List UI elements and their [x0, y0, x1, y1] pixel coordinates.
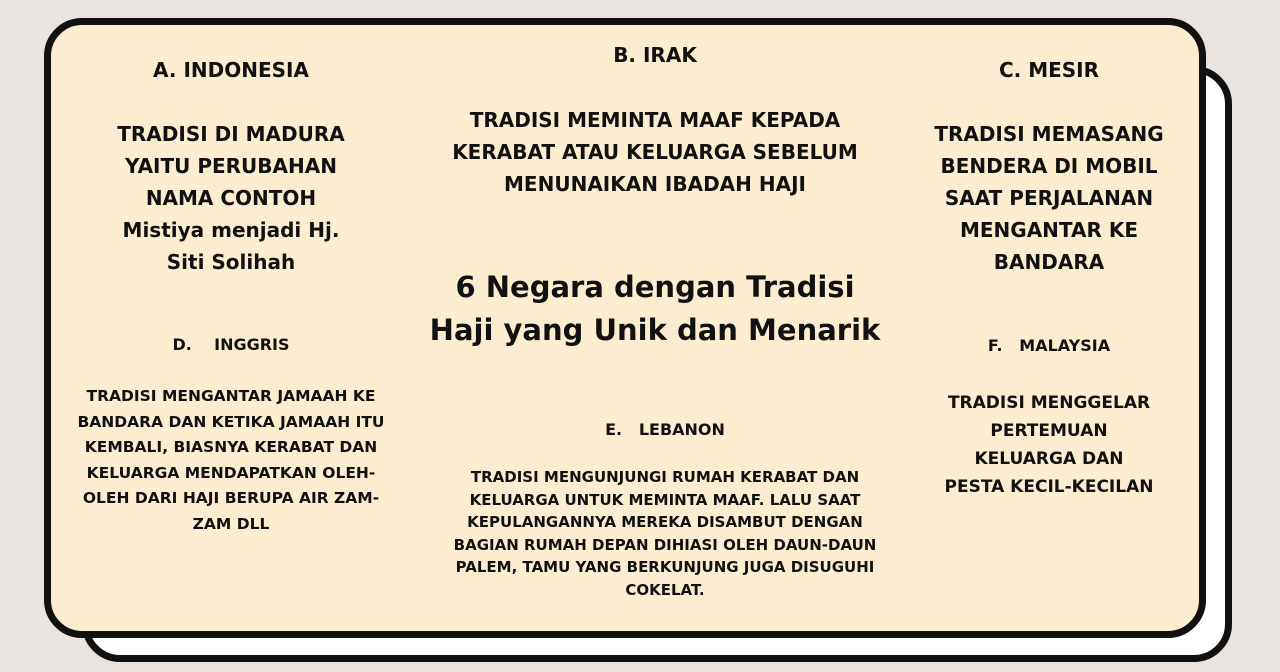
section-d-line: OLEH DARI HAJI BERUPA AIR ZAM- [82, 489, 380, 507]
section-d-line: KEMBALI, BIASNYA KERABAT DAN [84, 438, 378, 456]
section-b-line: MENUNAIKAN IBADAH HAJI [504, 172, 806, 196]
section-b-line: KERABAT ATAU KELUARGA SEBELUM [452, 140, 858, 164]
section-a-body [70, 118, 392, 278]
section-e-line: BAGIAN RUMAH DEPAN DIHIASI OLEH DAUN-DAUN [453, 535, 877, 554]
section-c-line: BANDARA [993, 250, 1105, 274]
section-e-line: KELUARGA UNTUK MEMINTA MAAF. LALU SAAT [469, 490, 861, 509]
page-title [415, 266, 895, 352]
section-d-line: TRADISI MENGANTAR JAMAAH KE [86, 387, 376, 405]
section-c-line: BENDERA DI MOBIL [940, 154, 1158, 178]
section-e-line: TRADISI MENGUNJUNGI RUMAH KERABAT DAN [470, 468, 860, 486]
section-b-body [415, 104, 895, 200]
section-f-line: TRADISI MENGGELAR [947, 393, 1151, 413]
section-d-body [62, 384, 400, 537]
section-a-line: Siti Solihah [166, 250, 296, 274]
section-c-line: SAAT PERJALANAN [944, 186, 1154, 210]
section-f-body [890, 389, 1208, 501]
title-line: 6 Negara dengan Tradisi [455, 270, 855, 304]
section-c-heading: C. MESIR [998, 58, 1100, 82]
section-d-line: BANDARA DAN KETIKA JAMAAH ITU [77, 412, 385, 431]
section-a-line: TRADISI DI MADURA [117, 122, 345, 146]
section-f-line: KELUARGA DAN [974, 449, 1124, 469]
section-e-line: COKELAT. [625, 580, 705, 599]
section-b-line: TRADISI MEMINTA MAAF KEPADA [469, 108, 841, 132]
section-f-line: PERTEMUAN [990, 421, 1108, 441]
section-a-heading: A. INDONESIA [153, 58, 309, 82]
section-c-body [890, 118, 1208, 278]
section-d-line: ZAM DLL [192, 514, 270, 533]
section-f-line: PESTA KECIL-KECILAN [944, 477, 1154, 497]
section-c-line: TRADISI MEMASANG [934, 122, 1164, 146]
section-a-line: YAITU PERUBAHAN [125, 154, 337, 178]
title-line: Haji yang Unik dan Menarik [429, 313, 881, 347]
section-d-heading: D. INGGRIS [172, 335, 290, 354]
section-e-body [430, 466, 900, 601]
section-e-heading: E. LEBANON [605, 420, 725, 439]
section-e-line: KEPULANGANNYA MEREKA DISAMBUT DENGAN [467, 513, 863, 531]
section-e-line: PALEM, TAMU YANG BERKUNJUNG JUGA DISUGUHI [455, 558, 875, 576]
section-b-heading: B. IRAK [613, 43, 697, 67]
section-d-line: KELUARGA MENDAPATKAN OLEH- [86, 463, 376, 482]
section-c-line: MENGANTAR KE [959, 218, 1139, 242]
section-f-heading: F. MALAYSIA [987, 336, 1111, 355]
section-a-line: Mistiya menjadi Hj. [122, 218, 340, 242]
section-a-line: NAMA CONTOH [145, 186, 317, 210]
